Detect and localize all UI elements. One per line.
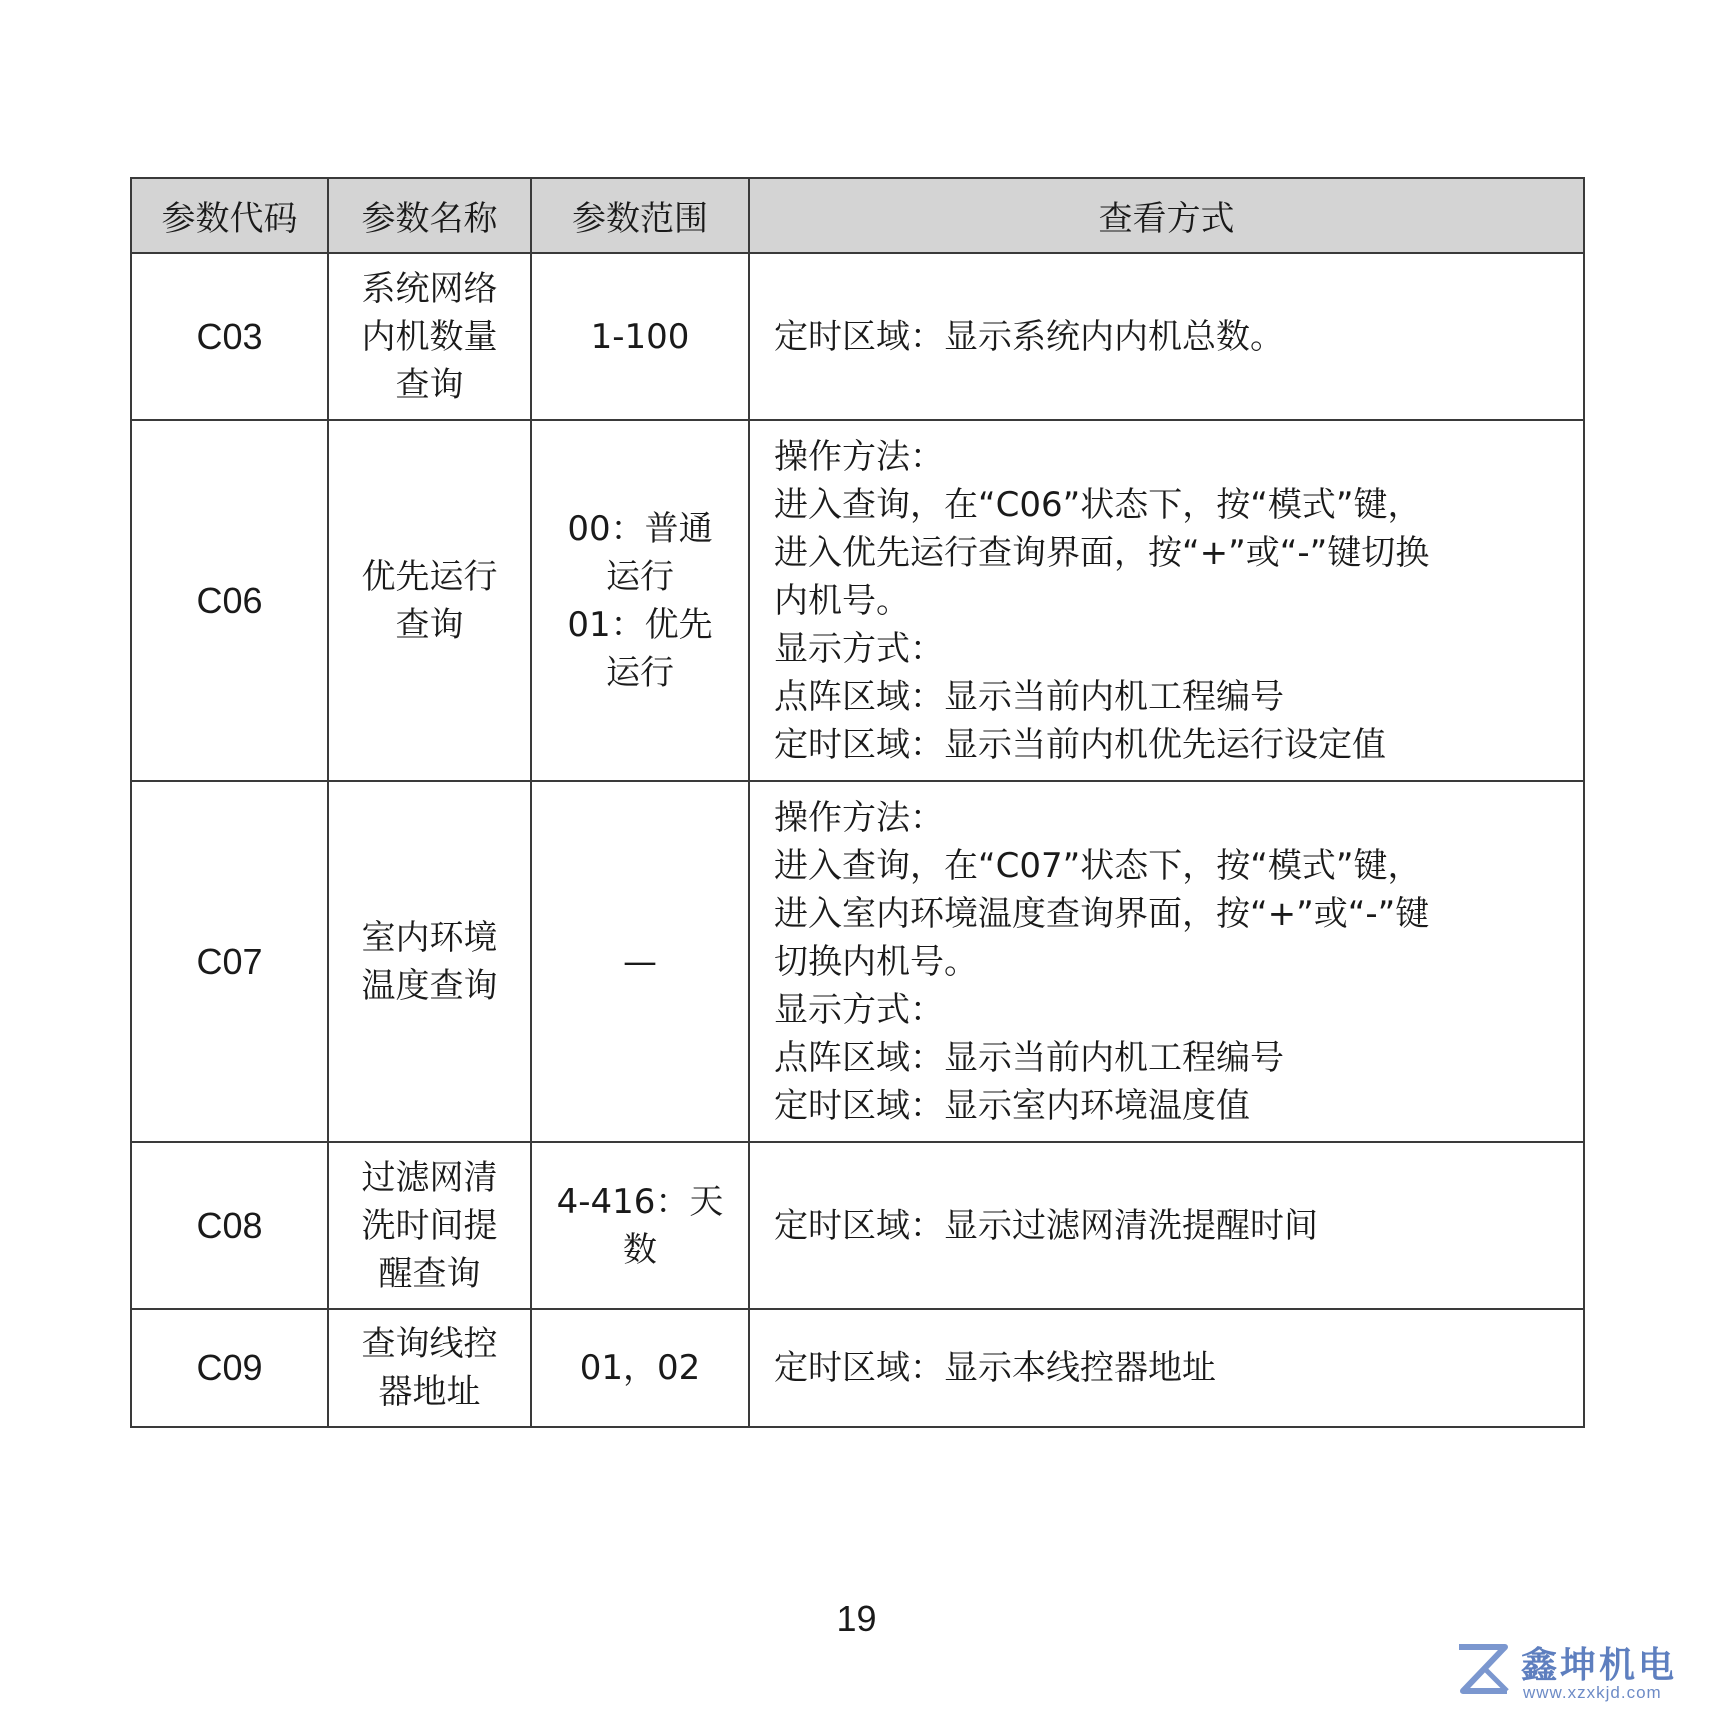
table-row (131, 781, 1584, 1142)
watermark-url: www.xzxkjd.com (1523, 1683, 1662, 1702)
watermark (1453, 1637, 1703, 1707)
param-range: 01，02 (531, 1309, 749, 1427)
param-name: 室内环境 温度查询 (328, 781, 531, 1142)
header-name: 参数名称 (328, 178, 531, 253)
param-range: 4-416：天 数 (531, 1142, 749, 1309)
param-code: C03 (131, 253, 328, 420)
param-view-method: 定时区域：显示系统内内机总数。 (749, 253, 1584, 420)
param-name: 过滤网清 洗时间提 醒查询 (328, 1142, 531, 1309)
param-range: 00：普通 运行 01：优先 运行 (531, 420, 749, 781)
header-method: 查看方式 (749, 178, 1584, 253)
page-number: 19 (836, 1598, 877, 1639)
param-view-method: 操作方法： 进入查询，在“C07”状态下，按“模式”键， 进入室内环境温度查询界面，按“+”或“-”键 切换内机号。 显示方式： 点阵区域：显示当前内机工程编号 定时区域：显示室内环境温度值 (749, 781, 1584, 1142)
param-code: C06 (131, 420, 328, 781)
header-range: 参数范围 (531, 178, 749, 253)
param-name: 查询线控 器地址 (328, 1309, 531, 1427)
param-name: 系统网络 内机数量 查询 (328, 253, 531, 420)
table-row (131, 253, 1584, 420)
table-header-row (131, 178, 1584, 253)
param-code: C09 (131, 1309, 328, 1427)
table-row (131, 1142, 1584, 1309)
watermark-brand: 鑫坤机电 (1521, 1645, 1678, 1686)
parameter-table (130, 177, 1585, 1428)
param-code: C08 (131, 1142, 328, 1309)
param-view-method: 操作方法： 进入查询，在“C06”状态下，按“模式”键， 进入优先运行查询界面，按“+”或“-”键切换 内机号。 显示方式： 点阵区域：显示当前内机工程编号 定时区域：显示当前内机优先运行设定值 (749, 420, 1584, 781)
param-range: 1-100 (531, 253, 749, 420)
logo-icon (1453, 1639, 1513, 1699)
param-code: C07 (131, 781, 328, 1142)
table-row (131, 420, 1584, 781)
param-view-method: 定时区域：显示本线控器地址 (749, 1309, 1584, 1427)
table-row (131, 1309, 1584, 1427)
param-view-method: 定时区域：显示过滤网清洗提醒时间 (749, 1142, 1584, 1309)
param-range: — (531, 781, 749, 1142)
header-code: 参数代码 (131, 178, 328, 253)
param-name: 优先运行 查询 (328, 420, 531, 781)
